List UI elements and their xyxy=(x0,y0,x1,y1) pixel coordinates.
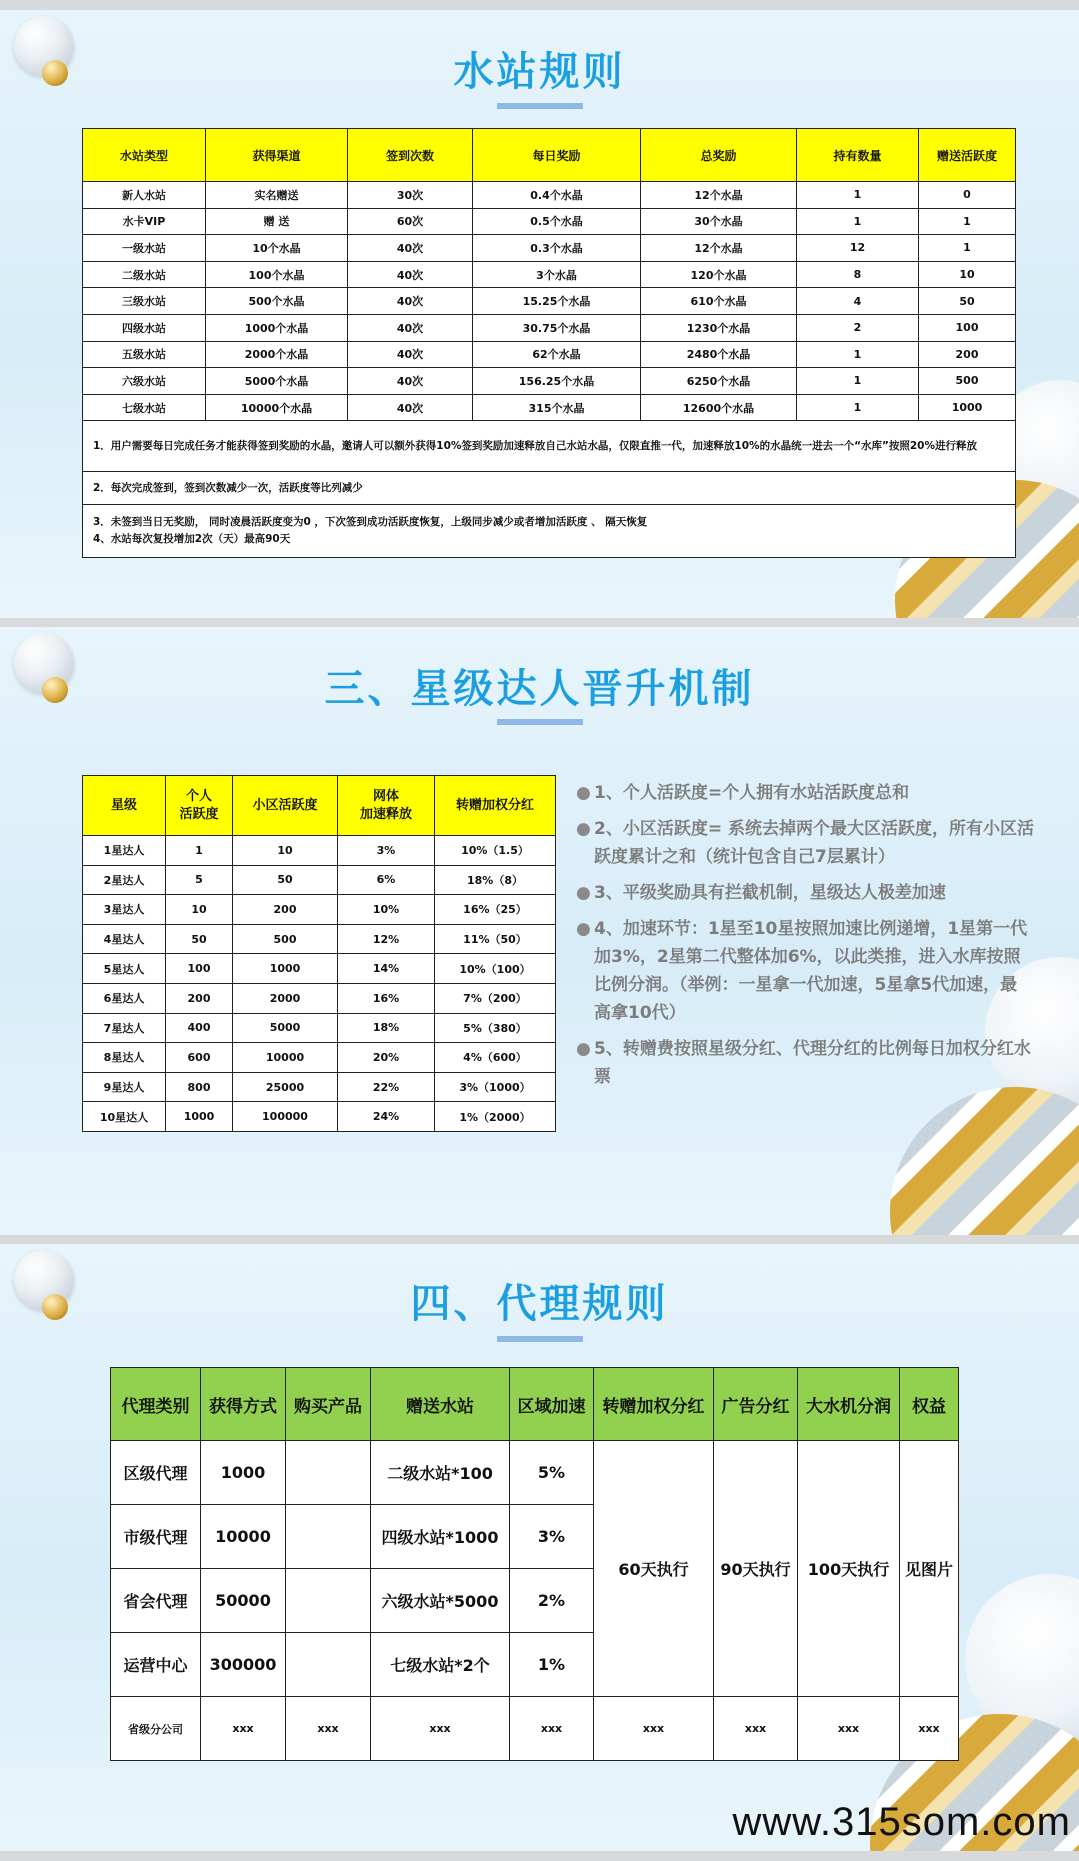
table-cell: 40次 xyxy=(348,394,473,421)
bullet-text: 2、小区活跃度= 系统去掉两个最大区活跃度，所有小区活跃度累计之和（统计包含自己7层累计） xyxy=(594,819,1034,867)
table-cell: 14% xyxy=(338,954,435,984)
rules-bullet-list xyxy=(574,779,1034,1099)
table-cell: 120个水晶 xyxy=(641,261,797,288)
table-cell: 7星达人 xyxy=(83,1013,166,1043)
striped-ball-decoration xyxy=(890,1087,1079,1235)
note-row xyxy=(83,421,1016,472)
table-row xyxy=(83,1013,556,1043)
section-title: 三、星级达人晋升机制 xyxy=(324,666,755,712)
table-cell: 610个水晶 xyxy=(641,288,797,315)
table-cell: 1% xyxy=(510,1633,594,1697)
bullet-text: 1、个人活跃度=个人拥有水站活跃度总和 xyxy=(594,783,910,803)
table-row xyxy=(83,182,1016,209)
table-cell: 50 xyxy=(233,865,338,895)
table-cell: 七级水站 xyxy=(83,394,206,421)
table-cell: 5% xyxy=(510,1441,594,1505)
table-cell: 10% xyxy=(338,895,435,925)
table-cell xyxy=(286,1633,371,1697)
table-cell: 6250个水晶 xyxy=(641,368,797,395)
bullet-item xyxy=(574,815,1034,871)
table-row xyxy=(83,235,1016,262)
table-cell: 10 xyxy=(919,261,1016,288)
header-cell: 大水机分润 xyxy=(798,1368,900,1441)
header-cell: 小区活跃度 xyxy=(233,776,338,836)
table-cell: 1星达人 xyxy=(83,836,166,866)
header-cell: 区域加速 xyxy=(510,1368,594,1441)
table-cell: xxx xyxy=(900,1697,959,1761)
table-cell: 1000个水晶 xyxy=(206,314,348,341)
header-cell: 总奖励 xyxy=(641,129,797,182)
note-3-line: 3．未签到当日无奖励， 同时凌晨活跃度变为0 ，下次签到成功活跃度恢复，上级同步减少或者增加活跃度 、 隔天恢复 xyxy=(93,516,648,529)
table-cell: 二级水站*100 xyxy=(371,1441,510,1505)
table-cell: xxx xyxy=(798,1697,900,1761)
header-cell: 网体 加速释放 xyxy=(338,776,435,836)
header-cell: 代理类别 xyxy=(111,1368,201,1441)
header-cell: 每日奖励 xyxy=(473,129,641,182)
table-row xyxy=(83,836,556,866)
table-cell: 400 xyxy=(166,1013,233,1043)
agent-rules-table xyxy=(110,1367,959,1761)
table-cell: xxx xyxy=(371,1697,510,1761)
header-cell: 转赠加权分红 xyxy=(435,776,556,836)
header-cell: 获得方式 xyxy=(201,1368,286,1441)
table-cell: 50 xyxy=(166,924,233,954)
table-cell: 5%（380） xyxy=(435,1013,556,1043)
table-cell: 10%（100） xyxy=(435,954,556,984)
table-cell: 12个水晶 xyxy=(641,182,797,209)
table-cell xyxy=(286,1569,371,1633)
table-cell: 30.75个水晶 xyxy=(473,314,641,341)
table-row xyxy=(83,261,1016,288)
table-cell: 6% xyxy=(338,865,435,895)
bullet-text: 5、转赠费按照星级分红、代理分红的比例每日加权分红水票 xyxy=(594,1039,1031,1087)
table-cell: 100 xyxy=(166,954,233,984)
table-row xyxy=(83,1043,556,1073)
bullet-item xyxy=(574,915,1034,1027)
table-cell: 一级水站 xyxy=(83,235,206,262)
table-cell: 16%（25） xyxy=(435,895,556,925)
table-cell: 三级水站 xyxy=(83,288,206,315)
table-cell: 100个水晶 xyxy=(206,261,348,288)
table-cell: 10 xyxy=(166,895,233,925)
header-cell: 星级 xyxy=(83,776,166,836)
table-row xyxy=(83,288,1016,315)
bullet-text: 3、平级奖励具有拦截机制，星级达人极差加速 xyxy=(594,883,946,903)
table-cell: 40次 xyxy=(348,288,473,315)
table-cell: 1 xyxy=(919,235,1016,262)
table-cell: 5000 xyxy=(233,1013,338,1043)
table-cell: 600 xyxy=(166,1043,233,1073)
title-underline xyxy=(497,719,583,725)
table-cell: 20% xyxy=(338,1043,435,1073)
table-cell xyxy=(286,1505,371,1569)
table-cell: 2000 xyxy=(233,983,338,1013)
table-cell: 40次 xyxy=(348,235,473,262)
table-cell: 50 xyxy=(919,288,1016,315)
table-cell: 18% xyxy=(338,1013,435,1043)
table-row xyxy=(83,954,556,984)
header-cell: 水站类型 xyxy=(83,129,206,182)
table-cell: 40次 xyxy=(348,261,473,288)
table-cell: 40次 xyxy=(348,368,473,395)
table-cell: 1230个水晶 xyxy=(641,314,797,341)
table-cell: 0.5个水晶 xyxy=(473,208,641,235)
table-cell: 水卡VIP xyxy=(83,208,206,235)
table-cell: 10个水晶 xyxy=(206,235,348,262)
table-cell: 四级水站*1000 xyxy=(371,1505,510,1569)
table-cell: 10星达人 xyxy=(83,1102,166,1132)
table-cell: 0.3个水晶 xyxy=(473,235,641,262)
table-cell: 4%（600） xyxy=(435,1043,556,1073)
table-cell: 新人水站 xyxy=(83,182,206,209)
table-cell: 2星达人 xyxy=(83,865,166,895)
table-cell: xxx xyxy=(594,1697,714,1761)
table-cell: xxx xyxy=(510,1697,594,1761)
table-row xyxy=(111,1441,959,1505)
star-promotion-panel xyxy=(0,627,1079,1235)
section-title: 四、代理规则 xyxy=(410,1281,669,1327)
table-cell: xxx xyxy=(714,1697,798,1761)
table-header-row xyxy=(83,776,556,836)
header-cell: 赠送活跃度 xyxy=(919,129,1016,182)
table-cell: 10%（1.5） xyxy=(435,836,556,866)
table-cell: 二级水站 xyxy=(83,261,206,288)
table-cell: 10000个水晶 xyxy=(206,394,348,421)
table-cell: 5000个水晶 xyxy=(206,368,348,395)
table-cell: 七级水站*2个 xyxy=(371,1633,510,1697)
table-cell: 200 xyxy=(919,341,1016,368)
merged-cell: 见图片 xyxy=(900,1441,959,1697)
note-4-line: 4、水站每次复投增加2次（天）最高90天 xyxy=(93,533,291,546)
note-3 xyxy=(83,505,1016,558)
table-row xyxy=(83,865,556,895)
table-cell: 1000 xyxy=(919,394,1016,421)
header-cell: 获得渠道 xyxy=(206,129,348,182)
table-cell: 8星达人 xyxy=(83,1043,166,1073)
merged-cell: 90天执行 xyxy=(714,1441,798,1697)
table-cell: 30个水晶 xyxy=(641,208,797,235)
table-header-row xyxy=(83,129,1016,182)
section-title: 水站规则 xyxy=(453,49,626,95)
table-cell: 1 xyxy=(797,368,919,395)
table-row xyxy=(83,1102,556,1132)
table-row xyxy=(83,368,1016,395)
table-cell: 实名赠送 xyxy=(206,182,348,209)
table-cell: 156.25个水晶 xyxy=(473,368,641,395)
table-cell: 1 xyxy=(797,208,919,235)
bullet-dot-icon: ● xyxy=(576,883,591,903)
table-cell: 15.25个水晶 xyxy=(473,288,641,315)
table-cell: 12% xyxy=(338,924,435,954)
table-cell xyxy=(286,1441,371,1505)
table-cell: 300000 xyxy=(201,1633,286,1697)
table-cell: 50000 xyxy=(201,1569,286,1633)
table-cell: 3个水晶 xyxy=(473,261,641,288)
table-cell: 500 xyxy=(919,368,1016,395)
table-cell: 市级代理 xyxy=(111,1505,201,1569)
table-cell: 6星达人 xyxy=(83,983,166,1013)
table-cell: 200 xyxy=(166,983,233,1013)
table-cell: 赠 送 xyxy=(206,208,348,235)
agent-rules-panel xyxy=(0,1244,1079,1851)
table-cell: 60次 xyxy=(348,208,473,235)
table-cell: 区级代理 xyxy=(111,1441,201,1505)
table-cell: 12600个水晶 xyxy=(641,394,797,421)
table-row xyxy=(83,983,556,1013)
header-cell: 赠送水站 xyxy=(371,1368,510,1441)
table-cell: 12个水晶 xyxy=(641,235,797,262)
bullet-item xyxy=(574,879,1034,907)
table-cell: 五级水站 xyxy=(83,341,206,368)
note-row xyxy=(83,505,1016,558)
header-cell: 权益 xyxy=(900,1368,959,1441)
table-cell: 运营中心 xyxy=(111,1633,201,1697)
table-cell: 10000 xyxy=(201,1505,286,1569)
bullet-text: 4、加速环节：1星至10星按照加速比例递增，1星第一代加3%，2星第二代整体加6%，以此类推，进入水库按照比例分润。（举例：一星拿一代加速，5星拿5代加速，最高拿10代） xyxy=(594,919,1028,1023)
table-row xyxy=(111,1697,959,1761)
site-watermark: www.315som.com xyxy=(732,1800,1071,1844)
bullet-dot-icon: ● xyxy=(576,919,591,939)
table-cell: 0.4个水晶 xyxy=(473,182,641,209)
bullet-dot-icon: ● xyxy=(576,1039,591,1059)
table-cell: 12 xyxy=(797,235,919,262)
title-underline xyxy=(497,1336,583,1342)
note-1: 1．用户需要每日完成任务才能获得签到奖励的水晶，邀请人可以额外获得10%签到奖励加速释放自己水站水晶，仅限直推一代，加速释放10%的水晶统一进去一个“水库”按照20%进行释放 xyxy=(83,421,1016,472)
table-cell: 315个水晶 xyxy=(473,394,641,421)
water-station-rules-panel xyxy=(0,10,1079,618)
bullet-item xyxy=(574,1035,1034,1091)
table-cell: 62个水晶 xyxy=(473,341,641,368)
table-cell: 2 xyxy=(797,314,919,341)
note-2: 2．每次完成签到，签到次数减少一次，活跃度等比列减少 xyxy=(83,472,1016,505)
bullet-item xyxy=(574,779,1034,807)
header-cell: 转赠加权分红 xyxy=(594,1368,714,1441)
table-cell: 11%（50） xyxy=(435,924,556,954)
table-cell: 500个水晶 xyxy=(206,288,348,315)
table-cell: 1000 xyxy=(201,1441,286,1505)
table-cell: 0 xyxy=(919,182,1016,209)
table-cell: 8 xyxy=(797,261,919,288)
table-cell: 1 xyxy=(797,341,919,368)
table-cell: 9星达人 xyxy=(83,1072,166,1102)
table-row xyxy=(83,341,1016,368)
merged-cell: 100天执行 xyxy=(798,1441,900,1697)
table-cell: 3星达人 xyxy=(83,895,166,925)
table-cell: 22% xyxy=(338,1072,435,1102)
table-cell: 1%（2000） xyxy=(435,1102,556,1132)
table-row xyxy=(83,208,1016,235)
table-cell: 1 xyxy=(919,208,1016,235)
table-cell: 40次 xyxy=(348,314,473,341)
table-header-row xyxy=(111,1368,959,1441)
table-cell: 1 xyxy=(166,836,233,866)
table-cell: 2000个水晶 xyxy=(206,341,348,368)
table-cell: 200 xyxy=(233,895,338,925)
header-cell: 购买产品 xyxy=(286,1368,371,1441)
table-cell: 30次 xyxy=(348,182,473,209)
table-row xyxy=(83,314,1016,341)
table-cell: 省会代理 xyxy=(111,1569,201,1633)
table-cell: 18%（8） xyxy=(435,865,556,895)
table-cell: 3% xyxy=(510,1505,594,1569)
table-row xyxy=(83,924,556,954)
table-cell: 3% xyxy=(338,836,435,866)
bullet-dot-icon: ● xyxy=(576,783,591,803)
table-cell: 四级水站 xyxy=(83,314,206,341)
table-cell: 800 xyxy=(166,1072,233,1102)
table-cell: 16% xyxy=(338,983,435,1013)
table-row xyxy=(83,895,556,925)
title-underline xyxy=(497,103,583,109)
table-cell: 10 xyxy=(233,836,338,866)
table-cell: xxx xyxy=(286,1697,371,1761)
table-cell: 24% xyxy=(338,1102,435,1132)
table-cell: 六级水站*5000 xyxy=(371,1569,510,1633)
table-cell: 25000 xyxy=(233,1072,338,1102)
table-row xyxy=(83,1072,556,1102)
table-cell: 4 xyxy=(797,288,919,315)
note-row xyxy=(83,472,1016,505)
table-cell: 7%（200） xyxy=(435,983,556,1013)
table-cell: 10000 xyxy=(233,1043,338,1073)
table-row xyxy=(83,394,1016,421)
table-cell: 1000 xyxy=(166,1102,233,1132)
table-cell: xxx xyxy=(201,1697,286,1761)
table-cell: 5 xyxy=(166,865,233,895)
table-cell: 2480个水晶 xyxy=(641,341,797,368)
table-cell: 500 xyxy=(233,924,338,954)
bullet-dot-icon: ● xyxy=(576,819,591,839)
merged-cell: 60天执行 xyxy=(594,1441,714,1697)
water-station-table xyxy=(82,128,1016,558)
header-cell: 广告分红 xyxy=(714,1368,798,1441)
table-cell: 5星达人 xyxy=(83,954,166,984)
table-cell: 1000 xyxy=(233,954,338,984)
header-cell: 个人 活跃度 xyxy=(166,776,233,836)
table-cell: 100 xyxy=(919,314,1016,341)
table-cell: 4星达人 xyxy=(83,924,166,954)
table-cell: 3%（1000） xyxy=(435,1072,556,1102)
table-cell: 1 xyxy=(797,182,919,209)
table-cell: 100000 xyxy=(233,1102,338,1132)
table-cell: 六级水站 xyxy=(83,368,206,395)
table-cell: 省级分公司 xyxy=(111,1697,201,1761)
table-cell: 2% xyxy=(510,1569,594,1633)
header-cell: 持有数量 xyxy=(797,129,919,182)
star-level-table xyxy=(82,775,556,1132)
table-cell: 40次 xyxy=(348,341,473,368)
table-cell: 1 xyxy=(797,394,919,421)
header-cell: 签到次数 xyxy=(348,129,473,182)
